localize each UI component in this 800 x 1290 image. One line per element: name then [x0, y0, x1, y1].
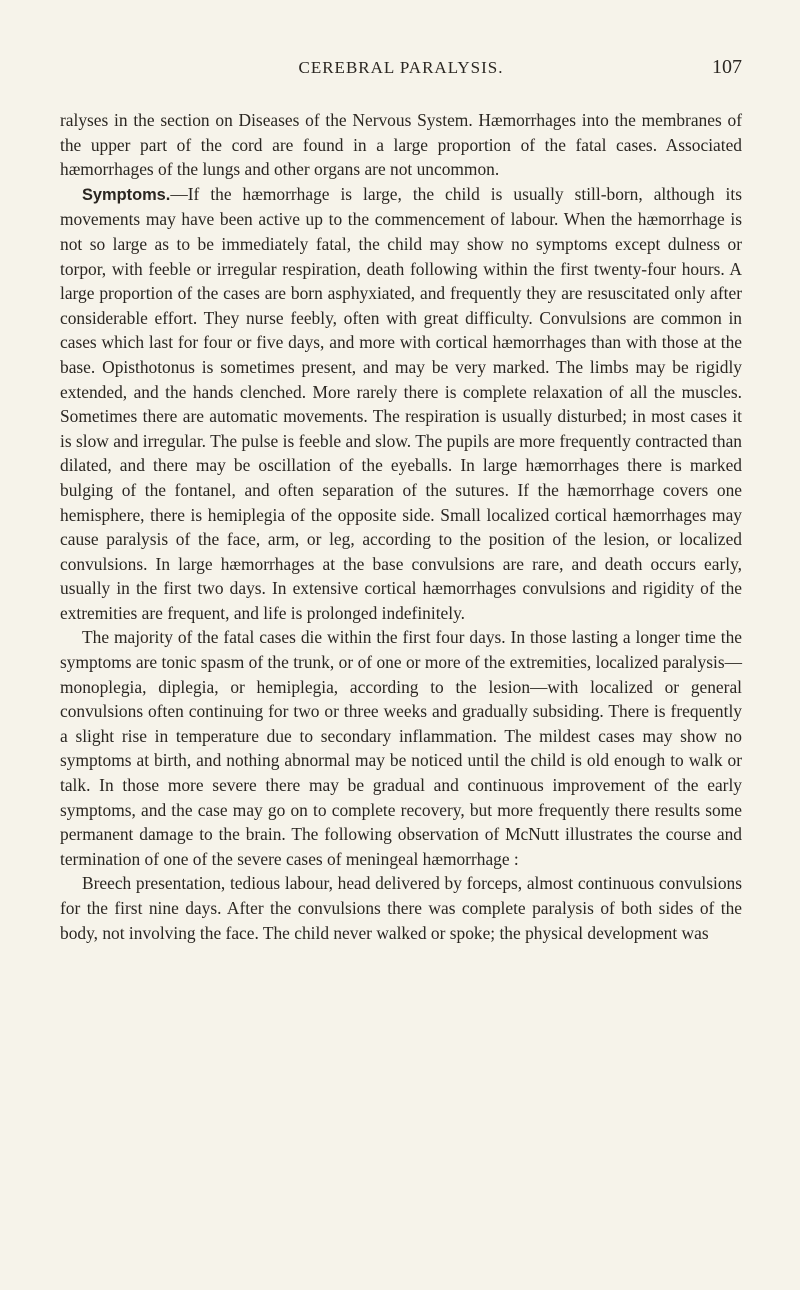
- paragraph-text: ralyses in the section on Diseases of the Nervous System. Hæmorrhages into the membranes of the upper part of the cord are found in a large proportion of the fatal cases. Associated hæmorrhages of the lungs and other organs are not uncommon.: [60, 110, 742, 180]
- running-title: CEREBRAL PARALYSIS.: [298, 58, 504, 77]
- paragraph-text: —If the hæmorrhage is large, the child is usually still-born, although its movements may have been active up to the commencement of labour. When the hæmorrhage is not so large as to be immediately fatal, the child may show no symptoms except dulness or torpor, with feeble or irregular respiration, death following within the first twenty-four hours. A large proportion of the cases are born asphyxiated, and frequently they are resuscitated only after considerable effort. They nurse feebly, often with great difficulty. Convulsions are common in cases which last for four or five days, and more with cortical hæmorrhages than with those at the base. Opisthotonus is sometimes present, and may be very marked. The limbs may be rigidly extended, and the hands clenched. More rarely there is complete relaxation of all the muscles. Sometimes there are automatic movements. The respiration is usually disturbed; in most cases it is slow and irregular. The pulse is feeble and slow. The pupils are more frequently contracted than dilated, and there may be oscillation of the eyeballs. In large hæmorrhages there is marked bulging of the fontanel, and often separation of the sutures. If the hæmorrhage covers one hemisphere, there is hemiplegia of the opposite side. Small localized cortical hæmorrhages may cause paralysis of the face, arm, or leg, according to the position of the lesion, or localized convulsions. In large hæmorrhages at the base convulsions are rare, and death occurs early, usually in the first two days. In extensive cortical hæmorrhages convulsions and rigidity of the extremities are frequent, and life is prolonged indefinitely.: [60, 183, 742, 623]
- page-number: 107: [712, 56, 742, 78]
- section-heading-symptoms: Symptoms.: [82, 185, 171, 204]
- paragraph-text: Breech presentation, tedious labour, head delivered by forceps, almost continuous convulsions for the first nine days. After the convulsions there was complete paralysis of both sides of the body, not involving the face. The child never walked or spoke; the physical development was: [60, 873, 742, 943]
- paragraph-continuation: [60, 108, 742, 182]
- paragraph-fatal-cases: [60, 625, 742, 871]
- paragraph-text: The majority of the fatal cases die within the first four days. In those lasting a longer time the symptoms are tonic spasm of the trunk, or of one or more of the extremities, localized paralysis—monoplegia, diplegia, or hemiplegia, according to the lesion—with localized or general convulsions often continuing for two or three weeks and gradually subsiding. There is frequently a slight rise in temperature due to secondary inflammation. The mildest cases may show no symptoms at birth, and nothing abnormal may be noticed until the child is old enough to walk or talk. In those more severe there may be gradual and continuous improvement of the early symptoms, and the case may go on to complete recovery, but more frequently there results some permanent damage to the brain. The following observation of McNutt illustrates the course and termination of one of the severe cases of meningeal hæmorrhage :: [60, 627, 742, 869]
- running-head: [60, 58, 742, 86]
- body-text: [60, 108, 742, 945]
- paragraph-symptoms: [60, 182, 742, 626]
- paragraph-case-observation: [60, 871, 742, 945]
